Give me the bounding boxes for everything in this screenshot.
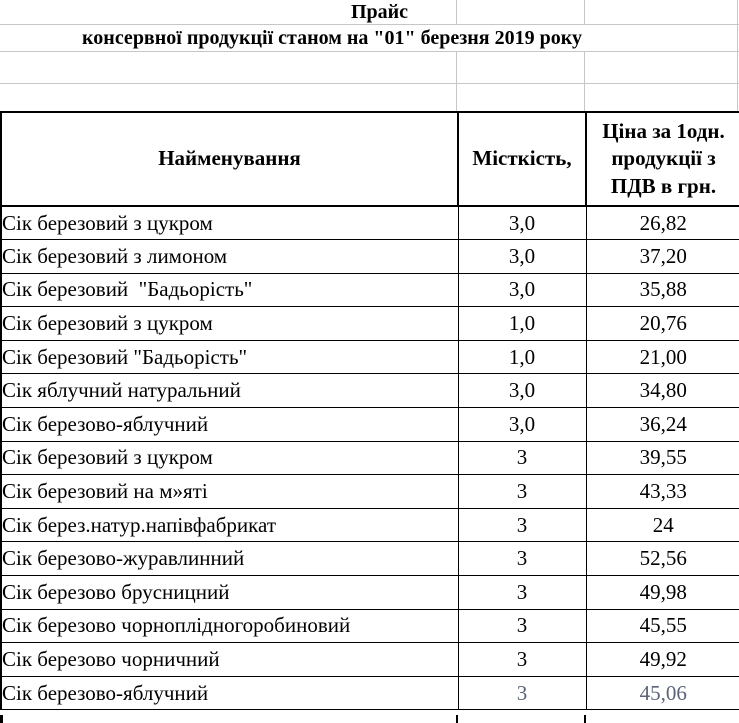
table-row bbox=[1, 475, 739, 509]
capacity-cell[interactable]: 3 bbox=[458, 475, 586, 509]
table-row bbox=[1, 676, 739, 710]
price-cell[interactable]: 37,20 bbox=[586, 240, 739, 274]
table-border-stub bbox=[0, 715, 3, 723]
table-row bbox=[1, 441, 739, 475]
table-row bbox=[1, 340, 739, 374]
product-name-cell[interactable]: Сік березово чорноплідногоробиновий bbox=[1, 609, 458, 643]
price-cell[interactable]: 24 bbox=[586, 508, 739, 542]
capacity-cell[interactable]: 3 bbox=[458, 508, 586, 542]
price-cell[interactable]: 52,56 bbox=[586, 542, 739, 576]
price-table bbox=[0, 111, 739, 710]
table-border-stub bbox=[456, 715, 458, 723]
capacity-cell[interactable]: 1,0 bbox=[458, 307, 586, 341]
price-cell[interactable]: 26,82 bbox=[586, 206, 739, 240]
table-border-stub bbox=[584, 715, 586, 723]
product-name-cell[interactable]: Сік березовий з цукром bbox=[1, 441, 458, 475]
table-row bbox=[1, 609, 739, 643]
gridline-vertical bbox=[584, 0, 585, 24]
capacity-cell[interactable]: 3 bbox=[458, 609, 586, 643]
product-name-cell[interactable]: Сік березово-яблучний bbox=[1, 676, 458, 710]
sheet-subtitle: консервної продукції станом на "01" березня 2019 року bbox=[82, 26, 582, 49]
table-row bbox=[1, 273, 739, 307]
price-cell[interactable]: 35,88 bbox=[586, 273, 739, 307]
gridline-horizontal bbox=[0, 83, 739, 84]
gridline-vertical bbox=[456, 0, 457, 24]
product-name-cell[interactable]: Сік березовий на м»яті bbox=[1, 475, 458, 509]
price-cell[interactable]: 21,00 bbox=[586, 340, 739, 374]
capacity-cell[interactable]: 3,0 bbox=[458, 206, 586, 240]
table-row bbox=[1, 206, 739, 240]
capacity-cell[interactable]: 3 bbox=[458, 676, 586, 710]
table-row bbox=[1, 374, 739, 408]
product-name-cell[interactable]: Сік берез.натур.напівфабрикат bbox=[1, 508, 458, 542]
sheet-title: Прайс bbox=[350, 0, 409, 23]
header-row bbox=[1, 112, 739, 206]
price-table-body bbox=[1, 206, 739, 710]
gridline-horizontal bbox=[0, 24, 739, 25]
product-name-cell[interactable]: Сік яблучний натуральний bbox=[1, 374, 458, 408]
table-row bbox=[1, 542, 739, 576]
header-capacity[interactable]: Місткість, bbox=[458, 112, 586, 206]
capacity-cell[interactable]: 3,0 bbox=[458, 408, 586, 442]
product-name-cell[interactable]: Сік березово-яблучний bbox=[1, 408, 458, 442]
product-name-cell[interactable]: Сік березово брусницний bbox=[1, 576, 458, 610]
capacity-cell[interactable]: 3,0 bbox=[458, 273, 586, 307]
price-cell[interactable]: 49,92 bbox=[586, 643, 739, 677]
capacity-cell[interactable]: 1,0 bbox=[458, 340, 586, 374]
capacity-cell[interactable]: 3,0 bbox=[458, 374, 586, 408]
capacity-cell[interactable]: 3 bbox=[458, 542, 586, 576]
product-name-cell[interactable]: Сік березово-журавлинний bbox=[1, 542, 458, 576]
table-row bbox=[1, 408, 739, 442]
table-row bbox=[1, 508, 739, 542]
price-cell[interactable]: 36,24 bbox=[586, 408, 739, 442]
table-row bbox=[1, 576, 739, 610]
product-name-cell[interactable]: Сік березовий з цукром bbox=[1, 307, 458, 341]
product-name-cell[interactable]: Сік березово чорничний bbox=[1, 643, 458, 677]
capacity-cell[interactable]: 3 bbox=[458, 643, 586, 677]
gridline-horizontal bbox=[0, 51, 739, 52]
price-cell[interactable]: 49,98 bbox=[586, 576, 739, 610]
product-name-cell[interactable]: Сік березовий з цукром bbox=[1, 206, 458, 240]
price-cell[interactable]: 20,76 bbox=[586, 307, 739, 341]
gridline-vertical bbox=[456, 51, 457, 111]
price-cell[interactable]: 39,55 bbox=[586, 441, 739, 475]
product-name-cell[interactable]: Сік березовий "Бадьорість" bbox=[1, 340, 458, 374]
table-row bbox=[1, 643, 739, 677]
header-name[interactable]: Найменування bbox=[1, 112, 458, 206]
price-cell[interactable]: 43,33 bbox=[586, 475, 739, 509]
gridline-vertical bbox=[584, 51, 585, 111]
price-cell[interactable]: 45,55 bbox=[586, 609, 739, 643]
price-cell[interactable]: 34,80 bbox=[586, 374, 739, 408]
gridline-vertical bbox=[737, 0, 738, 111]
header-price[interactable]: Ціна за 1одн. продукції з ПДВ в грн. bbox=[586, 112, 739, 206]
capacity-cell[interactable]: 3 bbox=[458, 441, 586, 475]
product-name-cell[interactable]: Сік березовий з лимоном bbox=[1, 240, 458, 274]
capacity-cell[interactable]: 3 bbox=[458, 576, 586, 610]
table-row bbox=[1, 307, 739, 341]
table-row bbox=[1, 240, 739, 274]
product-name-cell[interactable]: Сік березовий "Бадьорість" bbox=[1, 273, 458, 307]
capacity-cell[interactable]: 3,0 bbox=[458, 240, 586, 274]
price-cell[interactable]: 45,06 bbox=[586, 676, 739, 710]
